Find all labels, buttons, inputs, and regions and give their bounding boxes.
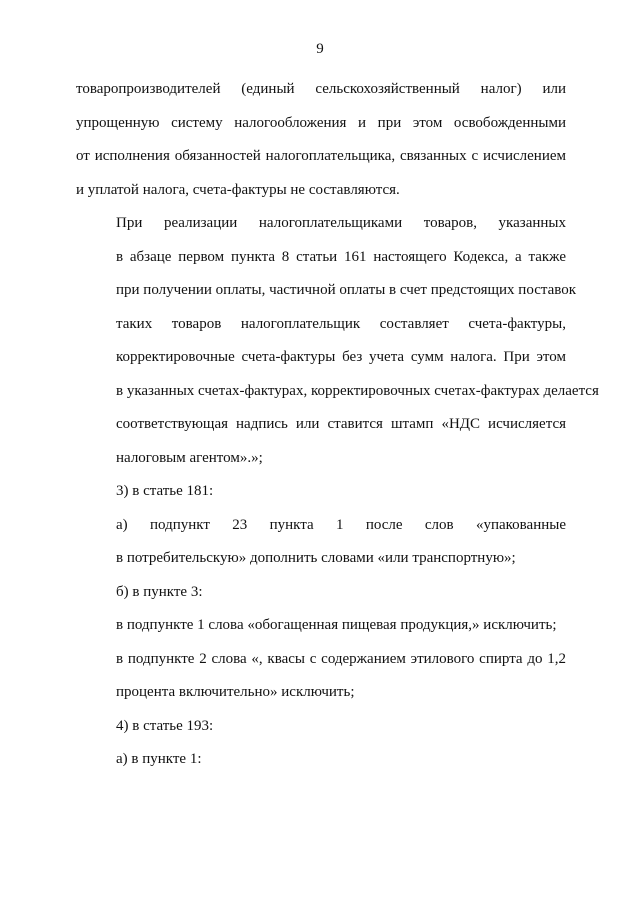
paragraph — [76, 643, 566, 710]
text-line: упрощенную систему налогообложения и при этом освобожденными — [76, 114, 566, 131]
text-line: в абзаце первом пункта 8 статьи 161 настоящего Кодекса, а также — [116, 248, 566, 265]
paragraph — [76, 207, 599, 475]
text-line: налоговым агентом».»; — [116, 449, 263, 466]
paragraph — [76, 609, 566, 643]
text-line: при получении оплаты, частичной оплаты в счет предстоящих поставок — [116, 282, 577, 298]
text-line: и уплатой налога, счета-фактуры не составляются. — [76, 181, 400, 198]
text-line: 3) в статье 181: — [116, 483, 214, 499]
text-line: от исполнения обязанностей налогоплательщика, связанных с исчислением — [76, 148, 566, 164]
text-line: в указанных счетах-фактурах, корректировочных счетах-фактурах делается — [116, 382, 599, 399]
text-line: процента включительно» исключить; — [116, 684, 355, 700]
paragraph — [76, 73, 566, 207]
text-line: а) подпункт 23 пункта 1 после слов «упакованные — [116, 516, 566, 533]
text-line: б) в пункте 3: — [116, 583, 203, 600]
text-line: При реализации налогоплательщиками товаров, указанных — [116, 215, 566, 231]
text-line: соответствующая надпись или ставится штамп «НДС исчисляется — [116, 416, 566, 432]
paragraph — [76, 576, 566, 610]
text-line: в потребительскую» дополнить словами «или транспортную»; — [116, 550, 516, 566]
text-line: таких товаров налогоплательщик составляет счета-фактуры, — [116, 315, 566, 332]
text-line: в подпункте 1 слова «обогащенная пищевая продукция,» исключить; — [116, 617, 557, 633]
page-number: 9 — [316, 41, 324, 57]
text-line: 4) в статье 193: — [116, 717, 214, 734]
text-line: а) в пункте 1: — [116, 751, 202, 767]
paragraph — [76, 743, 566, 777]
paragraph — [76, 509, 566, 576]
text-line: товаропроизводителей (единый сельскохозяйственный налог) или — [76, 81, 566, 97]
paragraph — [76, 475, 566, 509]
text-line: в подпункте 2 слова «, квасы с содержанием этилового спирта до 1,2 — [116, 650, 566, 667]
document-body — [76, 73, 599, 777]
paragraph — [76, 710, 566, 744]
text-line: корректировочные счета-фактуры без учета сумм налога. При этом — [116, 349, 566, 365]
